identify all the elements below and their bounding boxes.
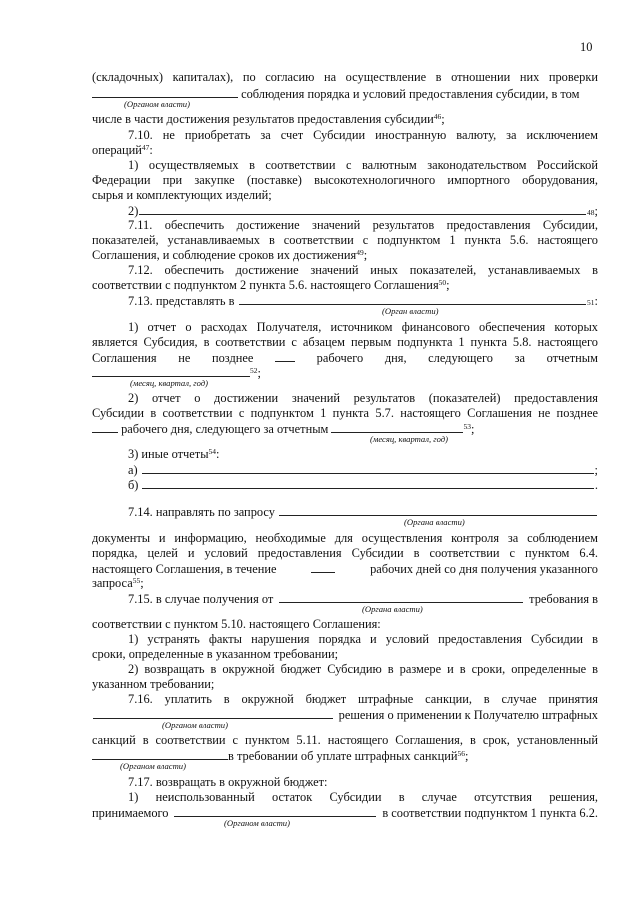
text-line: 7.16. уплатить в окружной бюджет штрафные санкции, в случае принятия bbox=[128, 692, 598, 706]
text-fragment: дня, bbox=[384, 351, 407, 365]
text-line: 2) возвращать в окружной бюджет Субсидию в размере и в сроки, определенные в bbox=[128, 662, 598, 676]
text-line bbox=[92, 805, 598, 820]
footnote-ref[interactable]: 55 bbox=[132, 576, 141, 585]
caption-label: (Органа власти) bbox=[362, 604, 423, 614]
caption-label: (Орган власти) bbox=[382, 306, 439, 316]
text-fragment: числе в части достижения результатов предоставления субсидии bbox=[92, 112, 434, 126]
text-line: 7.12. обеспечить достижение значений иных показателей, устанавливаемых в bbox=[128, 263, 598, 277]
text-fragment: рабочих дней со дня получения указанного bbox=[370, 562, 598, 576]
text-line bbox=[92, 350, 598, 365]
text-fragment: Соглашения bbox=[92, 351, 157, 365]
text-fragment: следующего bbox=[428, 351, 493, 365]
text-fragment: соблюдения порядка и условий предоставления субсидии, в том bbox=[241, 87, 580, 101]
text-line: является Субсидия, в соответствии с абзацем первым подпункта 1 пункта 5.8. настоящего bbox=[92, 335, 598, 349]
text-line: Федерации при закупке (поставке) высокотехнологичного импортного оборудования, bbox=[92, 173, 598, 187]
text-line: 2) 48 ; bbox=[128, 204, 598, 218]
text-line: 7.10. не приобретать за счет Субсидии иностранную валюту, за исключением bbox=[128, 128, 598, 142]
blank-field[interactable] bbox=[92, 421, 118, 433]
text-fragment: 7.15. в случае получения от bbox=[128, 592, 274, 606]
text-line: указанном требовании; bbox=[92, 677, 215, 691]
text-line: числе в части достижения результатов предоставления субсидии$^{46}$; bbox=[92, 112, 445, 126]
caption-label: (месяц, квартал, год) bbox=[370, 434, 449, 444]
text-fragment: соответствии с подпунктом 2 пункта 5.6. настоящего Соглашения bbox=[92, 278, 439, 292]
text-line: 7.17. возвращать в окружной бюджет: bbox=[128, 775, 328, 789]
blank-field[interactable] bbox=[331, 421, 463, 433]
footnote-ref[interactable]: 54 bbox=[208, 447, 217, 456]
footnote-ref[interactable]: 56 bbox=[457, 749, 465, 758]
text-line: а) ; bbox=[128, 463, 598, 477]
text-line: операций$^{47}$: bbox=[92, 143, 153, 157]
footnote-ref[interactable]: 46 bbox=[433, 112, 442, 121]
text-fragment: решения о применении к Получателю штрафных bbox=[338, 708, 598, 722]
text-fragment: запроса bbox=[92, 576, 133, 590]
text-fragment: операций bbox=[92, 143, 142, 157]
text-fragment: 7.14. направлять по запросу bbox=[128, 505, 275, 519]
blank-field[interactable] bbox=[275, 350, 295, 362]
text-fragment: принимаемого bbox=[92, 806, 169, 820]
text-line: $^{52}$; bbox=[92, 365, 598, 380]
blank-field[interactable] bbox=[92, 86, 238, 98]
text-line: 7.13. представлять в 51 : bbox=[128, 294, 598, 308]
text-line: 1) устранять факты нарушения порядка и условий предоставления Субсидии в bbox=[128, 632, 598, 646]
text-line: сроки, определенные в указанном требовании; bbox=[92, 647, 339, 661]
blank-field[interactable] bbox=[142, 477, 593, 489]
caption-label: (месяц, квартал, год) bbox=[130, 378, 209, 388]
text-fragment: за bbox=[514, 351, 525, 365]
text-line: рабочего дня, следующего за отчетным $^{53}$; bbox=[92, 421, 598, 436]
text-line: 3) иные отчеты$^{54}$: bbox=[128, 447, 220, 461]
footnote-ref[interactable]: 53 bbox=[463, 422, 471, 431]
text-fragment: 3) иные отчеты bbox=[128, 447, 209, 461]
blank-field[interactable] bbox=[92, 365, 250, 377]
text-fragment: 7.13. представлять в bbox=[128, 294, 235, 308]
caption-label: (Органом власти) bbox=[120, 761, 186, 771]
text-fragment: позднее bbox=[211, 351, 254, 365]
caption-label: (Органом власти) bbox=[124, 99, 190, 109]
text-line: запроса$^{55}$; bbox=[92, 576, 144, 590]
blank-field[interactable] bbox=[279, 591, 523, 603]
text-line: соответствии с подпунктом 2 пункта 5.6. настоящего Соглашения$^{50}$; bbox=[92, 278, 450, 292]
footnote-ref[interactable]: 47 bbox=[141, 143, 150, 152]
text-fragment: требования в bbox=[529, 592, 598, 606]
text-line bbox=[92, 561, 598, 576]
text-line: сырья и комплектующих изделий; bbox=[92, 188, 272, 202]
text-line: порядка, целей и условий предоставления Субсидии в соответствии с пунктом 6.4. bbox=[92, 546, 598, 560]
caption-label: (Органом власти) bbox=[162, 720, 228, 730]
text-line: б) . bbox=[128, 478, 598, 492]
text-line: Субсидии в соответствии с подпунктом 1 пункта 5.7. настоящего Соглашения не позднее bbox=[92, 406, 598, 420]
text-line: санкций в соответствии с пунктом 5.11. настоящего Соглашения, в срок, установленный bbox=[92, 733, 598, 747]
text-line: 7.11. обеспечить достижение значений результатов предоставления Субсидии, bbox=[128, 218, 598, 232]
text-fragment: настоящего Соглашения, в течение bbox=[92, 562, 277, 576]
text-line: в требовании об уплате штрафных санкций$^{56}$; bbox=[92, 748, 598, 763]
blank-field[interactable] bbox=[311, 561, 335, 573]
blank-field[interactable] bbox=[92, 748, 228, 760]
text-fragment: 2) bbox=[128, 204, 139, 218]
text-fragment: рабочего bbox=[316, 351, 364, 365]
blank-field[interactable] bbox=[279, 504, 597, 516]
blank-field[interactable] bbox=[93, 707, 333, 719]
text-line: показателей, устанавливаемых в соответствии с подпунктом 1 пункта 5.6. настоящего bbox=[92, 233, 598, 247]
text-fragment: б) bbox=[128, 478, 139, 492]
text-fragment: рабочего дня, следующего за отчетным bbox=[121, 422, 329, 436]
text-line: Соглашения, и соблюдение сроков их достижения$^{49}$; bbox=[92, 248, 368, 262]
footnote-ref[interactable]: 50 bbox=[438, 278, 447, 287]
text-fragment: в требовании об уплате штрафных санкций bbox=[228, 749, 458, 763]
text-line: 2) отчет о достижении значений результатов (показателей) предоставления bbox=[128, 391, 598, 405]
text-fragment: а) bbox=[128, 463, 138, 477]
text-line: (складочных) капиталах), по согласию на осуществление в отношении них проверки bbox=[92, 70, 598, 84]
text-line bbox=[128, 504, 598, 519]
caption-label: (Органа власти) bbox=[404, 517, 465, 527]
text-fragment: отчетным bbox=[546, 351, 598, 365]
text-line: 1) неиспользованный остаток Субсидии в случае отсутствия решения, bbox=[128, 790, 598, 804]
text-fragment: в соответствии подпунктом 1 пункта 6.2. bbox=[382, 806, 598, 820]
blank-field[interactable] bbox=[142, 462, 594, 474]
blank-field[interactable] bbox=[174, 805, 376, 817]
text-line: соответствии с пунктом 5.10. настоящего Соглашения: bbox=[92, 617, 381, 631]
text-line: 1) осуществляемых в соответствии с валютным законодательством Российской bbox=[128, 158, 598, 172]
text-fragment: не bbox=[178, 351, 191, 365]
caption-label: (Органом власти) bbox=[224, 818, 290, 828]
footnote-ref[interactable]: 52 bbox=[250, 366, 258, 375]
text-fragment: Соглашения, и соблюдение сроков их достижения bbox=[92, 248, 357, 262]
blank-field[interactable] bbox=[239, 293, 587, 305]
footnote-ref[interactable]: 49 bbox=[356, 248, 364, 257]
text-line: 1) отчет о расходах Получателя, источником финансового обеспечения которых bbox=[128, 320, 598, 334]
text-line: документы и информацию, необходимые для осуществления контроля за соблюдением bbox=[92, 531, 598, 545]
page-number: 10 bbox=[580, 40, 593, 54]
blank-field[interactable] bbox=[139, 203, 586, 215]
